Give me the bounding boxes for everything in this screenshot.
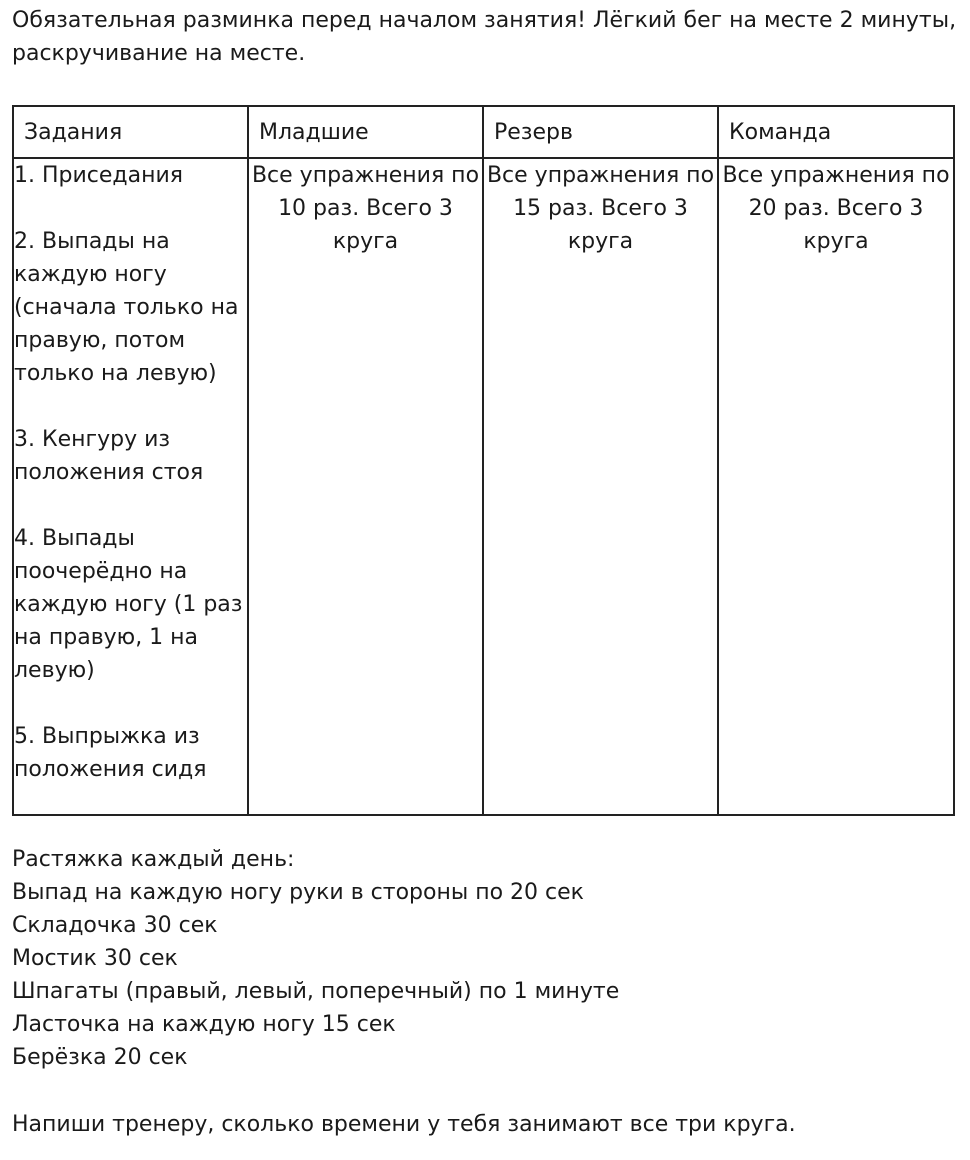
task-item: 2. Выпады на каждую ногу (сначала только на правую, потом только на левую) [14, 229, 239, 386]
team-cell: Все упражнения по 20 раз. Всего 3 круга [718, 158, 954, 815]
juniors-cell: Все упражнения по 10 раз. Всего 3 круга [248, 158, 483, 815]
header-team: Команда [718, 106, 954, 158]
task-item: 3. Кенгуру из положения стоя [14, 427, 204, 485]
header-tasks: Задания [13, 106, 248, 158]
intro-line-2: раскручивание на месте. [12, 41, 306, 66]
task-item: 1. Приседания [14, 163, 184, 188]
coach-note: Напиши тренеру, сколько времени у тебя занимают все три круга. [12, 1112, 796, 1137]
header-juniors: Младшие [248, 106, 483, 158]
reserve-cell: Все упражнения по 15 раз. Всего 3 круга [483, 158, 718, 815]
stretch-item: Выпад на каждую ногу руки в стороны по 20 сек [12, 880, 584, 905]
stretch-section [12, 843, 957, 1074]
table-header-row [13, 106, 954, 158]
task-item: 5. Выпрыжка из положения сидя [14, 724, 207, 782]
tasks-cell [13, 158, 248, 815]
stretch-item: Берёзка 20 сек [12, 1045, 188, 1070]
stretch-item: Мостик 30 сек [12, 946, 178, 971]
intro-line-1: Обязательная разминка перед началом занятия! Лёгкий бег на месте 2 минуты, [12, 8, 957, 33]
stretch-title: Растяжка каждый день: [12, 847, 295, 872]
table-row [13, 158, 954, 815]
workout-table [12, 105, 955, 816]
stretch-item: Шпагаты (правый, левый, поперечный) по 1 минуте [12, 979, 620, 1004]
stretch-item: Ласточка на каждую ногу 15 сек [12, 1012, 396, 1037]
task-item: 4. Выпады поочерёдно на каждую ногу (1 раз на правую, 1 на левую) [14, 526, 243, 683]
stretch-item: Складочка 30 сек [12, 913, 218, 938]
intro-text [12, 4, 957, 70]
intro-paragraph [12, 4, 957, 70]
header-reserve: Резерв [483, 106, 718, 158]
